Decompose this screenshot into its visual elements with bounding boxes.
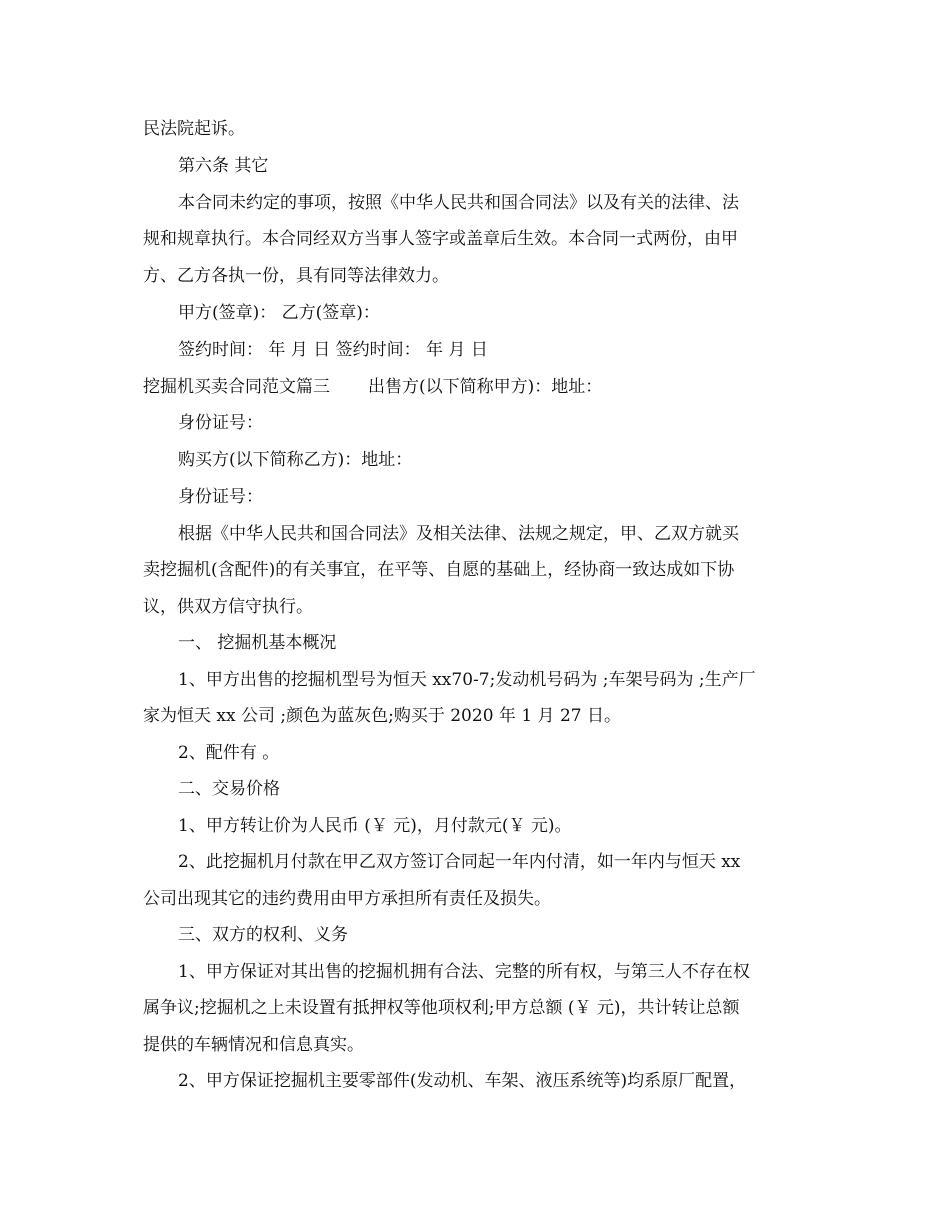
article-title: 挖掘机买卖合同范文篇三 <box>143 377 330 397</box>
id-number-label: 身份证号： <box>178 413 263 433</box>
buyer-label: 购买方(以下简称乙方)：地址： <box>178 450 413 470</box>
text-line: 规和规章执行。本合同经双方当事人签字或盖章后生效。本合同一式两份，由甲 <box>143 229 738 249</box>
text-line: 2、配件有 。 <box>178 743 280 763</box>
text-line: 本合同未约定的事项，按照《中华人民共和国合同法》以及有关的法律、法 <box>178 193 739 213</box>
text-line: 议，供双方信守执行。 <box>143 597 313 617</box>
section-heading: 二、交易价格 <box>178 779 280 799</box>
section-heading: 一、 挖掘机基本概况 <box>178 633 337 653</box>
section-heading: 三、双方的权利、义务 <box>178 925 348 945</box>
seller-label: 出售方(以下简称甲方)：地址： <box>368 377 603 397</box>
text-line: 根据《中华人民共和国合同法》及相关法律、法规之规定，甲、乙双方就买 <box>178 524 739 544</box>
signing-date-line: 签约时间： 年 月 日 签约时间： 年 月 日 <box>178 340 488 360</box>
id-number-label: 身份证号： <box>178 487 263 507</box>
text-line: 家为恒天 xx 公司 ;颜色为蓝灰色;购买于 2020 年 1 月 27 日。 <box>143 706 621 726</box>
text-line: 1、甲方转让价为人民币 (￥ 元)，月付款元(￥ 元)。 <box>178 816 572 836</box>
text-line: 1、甲方保证对其出售的挖掘机拥有合法、完整的所有权，与第三人不存在权 <box>178 962 750 982</box>
text-line: 民法院起诉。 <box>143 119 245 139</box>
text-line: 提供的车辆情况和信息真实。 <box>143 1035 364 1055</box>
text-line: 公司出现其它的违约费用由甲方承担所有责任及损失。 <box>143 889 551 909</box>
signature-line: 甲方(签章)： 乙方(签章)： <box>178 303 380 323</box>
text-line: 2、此挖掘机月付款在甲乙双方签订合同起一年内付清，如一年内与恒天 xx <box>178 852 741 872</box>
section-heading: 第六条 其它 <box>178 156 269 176</box>
text-line: 方、乙方各执一份，具有同等法律效力。 <box>143 266 449 286</box>
text-line: 属争议;挖掘机之上未设置有抵押权等他项权利;甲方总额 (￥ 元)，共计转让总额 <box>143 998 740 1018</box>
text-line: 1、甲方出售的挖掘机型号为恒天 xx70-7;发动机号码为 ;车架号码为 ;生产厂 <box>178 670 756 690</box>
text-line: 2、甲方保证挖掘机主要零部件(发动机、车架、液压系统等)均系原厂配置， <box>178 1071 747 1091</box>
text-line: 卖挖掘机(含配件)的有关事宜，在平等、自愿的基础上，经协商一致达成如下协 <box>143 560 735 580</box>
title-seller-line <box>143 376 602 398</box>
